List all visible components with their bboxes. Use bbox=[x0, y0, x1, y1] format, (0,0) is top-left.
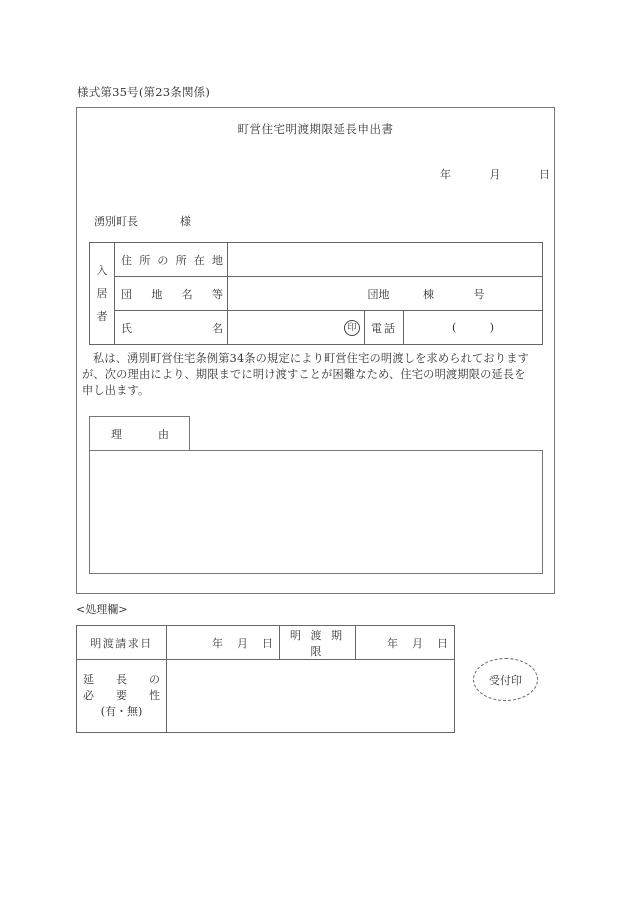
reception-stamp-label: 受付印 bbox=[489, 673, 522, 687]
deadline-label: 明 渡 期 限 bbox=[280, 626, 356, 660]
date-month-label: 月 bbox=[489, 168, 501, 181]
complex-suffix: 団地 bbox=[367, 287, 390, 301]
name-field[interactable] bbox=[228, 311, 365, 345]
reason-label: 理 由 bbox=[89, 416, 190, 451]
extension-necessity-label: 延 長 の 必 要 性 (有・無) bbox=[77, 660, 167, 733]
application-date[interactable] bbox=[440, 166, 550, 182]
phone-close-paren: ) bbox=[489, 321, 495, 334]
reception-stamp-area bbox=[473, 658, 538, 701]
unit-suffix: 号 bbox=[473, 287, 485, 301]
addressee bbox=[94, 213, 191, 229]
phone-label: 電話 bbox=[365, 311, 404, 345]
extension-necessity-field[interactable] bbox=[167, 660, 455, 733]
processing-heading: <処理欄> bbox=[76, 603, 128, 616]
document-title: 町営住宅明渡期限延長申出書 bbox=[237, 122, 394, 136]
form-number: 様式第35号(第23条関係) bbox=[77, 85, 211, 99]
request-date-label: 明渡請求日 bbox=[77, 626, 167, 660]
seal-icon: 印 bbox=[344, 320, 360, 336]
resident-table bbox=[89, 242, 543, 345]
phone-field[interactable] bbox=[404, 311, 543, 345]
date-day-label: 日 bbox=[539, 168, 550, 181]
address-field[interactable] bbox=[228, 243, 543, 277]
processing-table bbox=[76, 625, 455, 733]
request-date-field[interactable]: 年 月 日 bbox=[167, 626, 280, 660]
deadline-field[interactable]: 年 月 日 bbox=[356, 626, 455, 660]
housing-complex-field[interactable] bbox=[228, 277, 543, 311]
housing-complex-label: 団 地 名 等 bbox=[115, 277, 228, 311]
name-label: 氏 名 bbox=[115, 311, 228, 345]
application-statement: 私は、湧別町営住宅条例第34条の規定により町営住宅の明渡しを求められております が、次の理由により、期限までに明け渡すことが困難なため、住宅の明渡期限の延長を 申し出ます。 bbox=[82, 352, 529, 397]
building-suffix: 棟 bbox=[423, 287, 434, 301]
reason-field[interactable] bbox=[89, 450, 543, 574]
date-year-label: 年 bbox=[440, 168, 451, 181]
phone-open-paren: ( bbox=[451, 321, 457, 334]
resident-group-label: 入 居 者 bbox=[90, 243, 115, 345]
addressee-name: 湧別町長 bbox=[94, 215, 138, 228]
address-label: 住 所 の 所 在 地 bbox=[115, 243, 228, 277]
addressee-honorific: 様 bbox=[180, 215, 191, 228]
